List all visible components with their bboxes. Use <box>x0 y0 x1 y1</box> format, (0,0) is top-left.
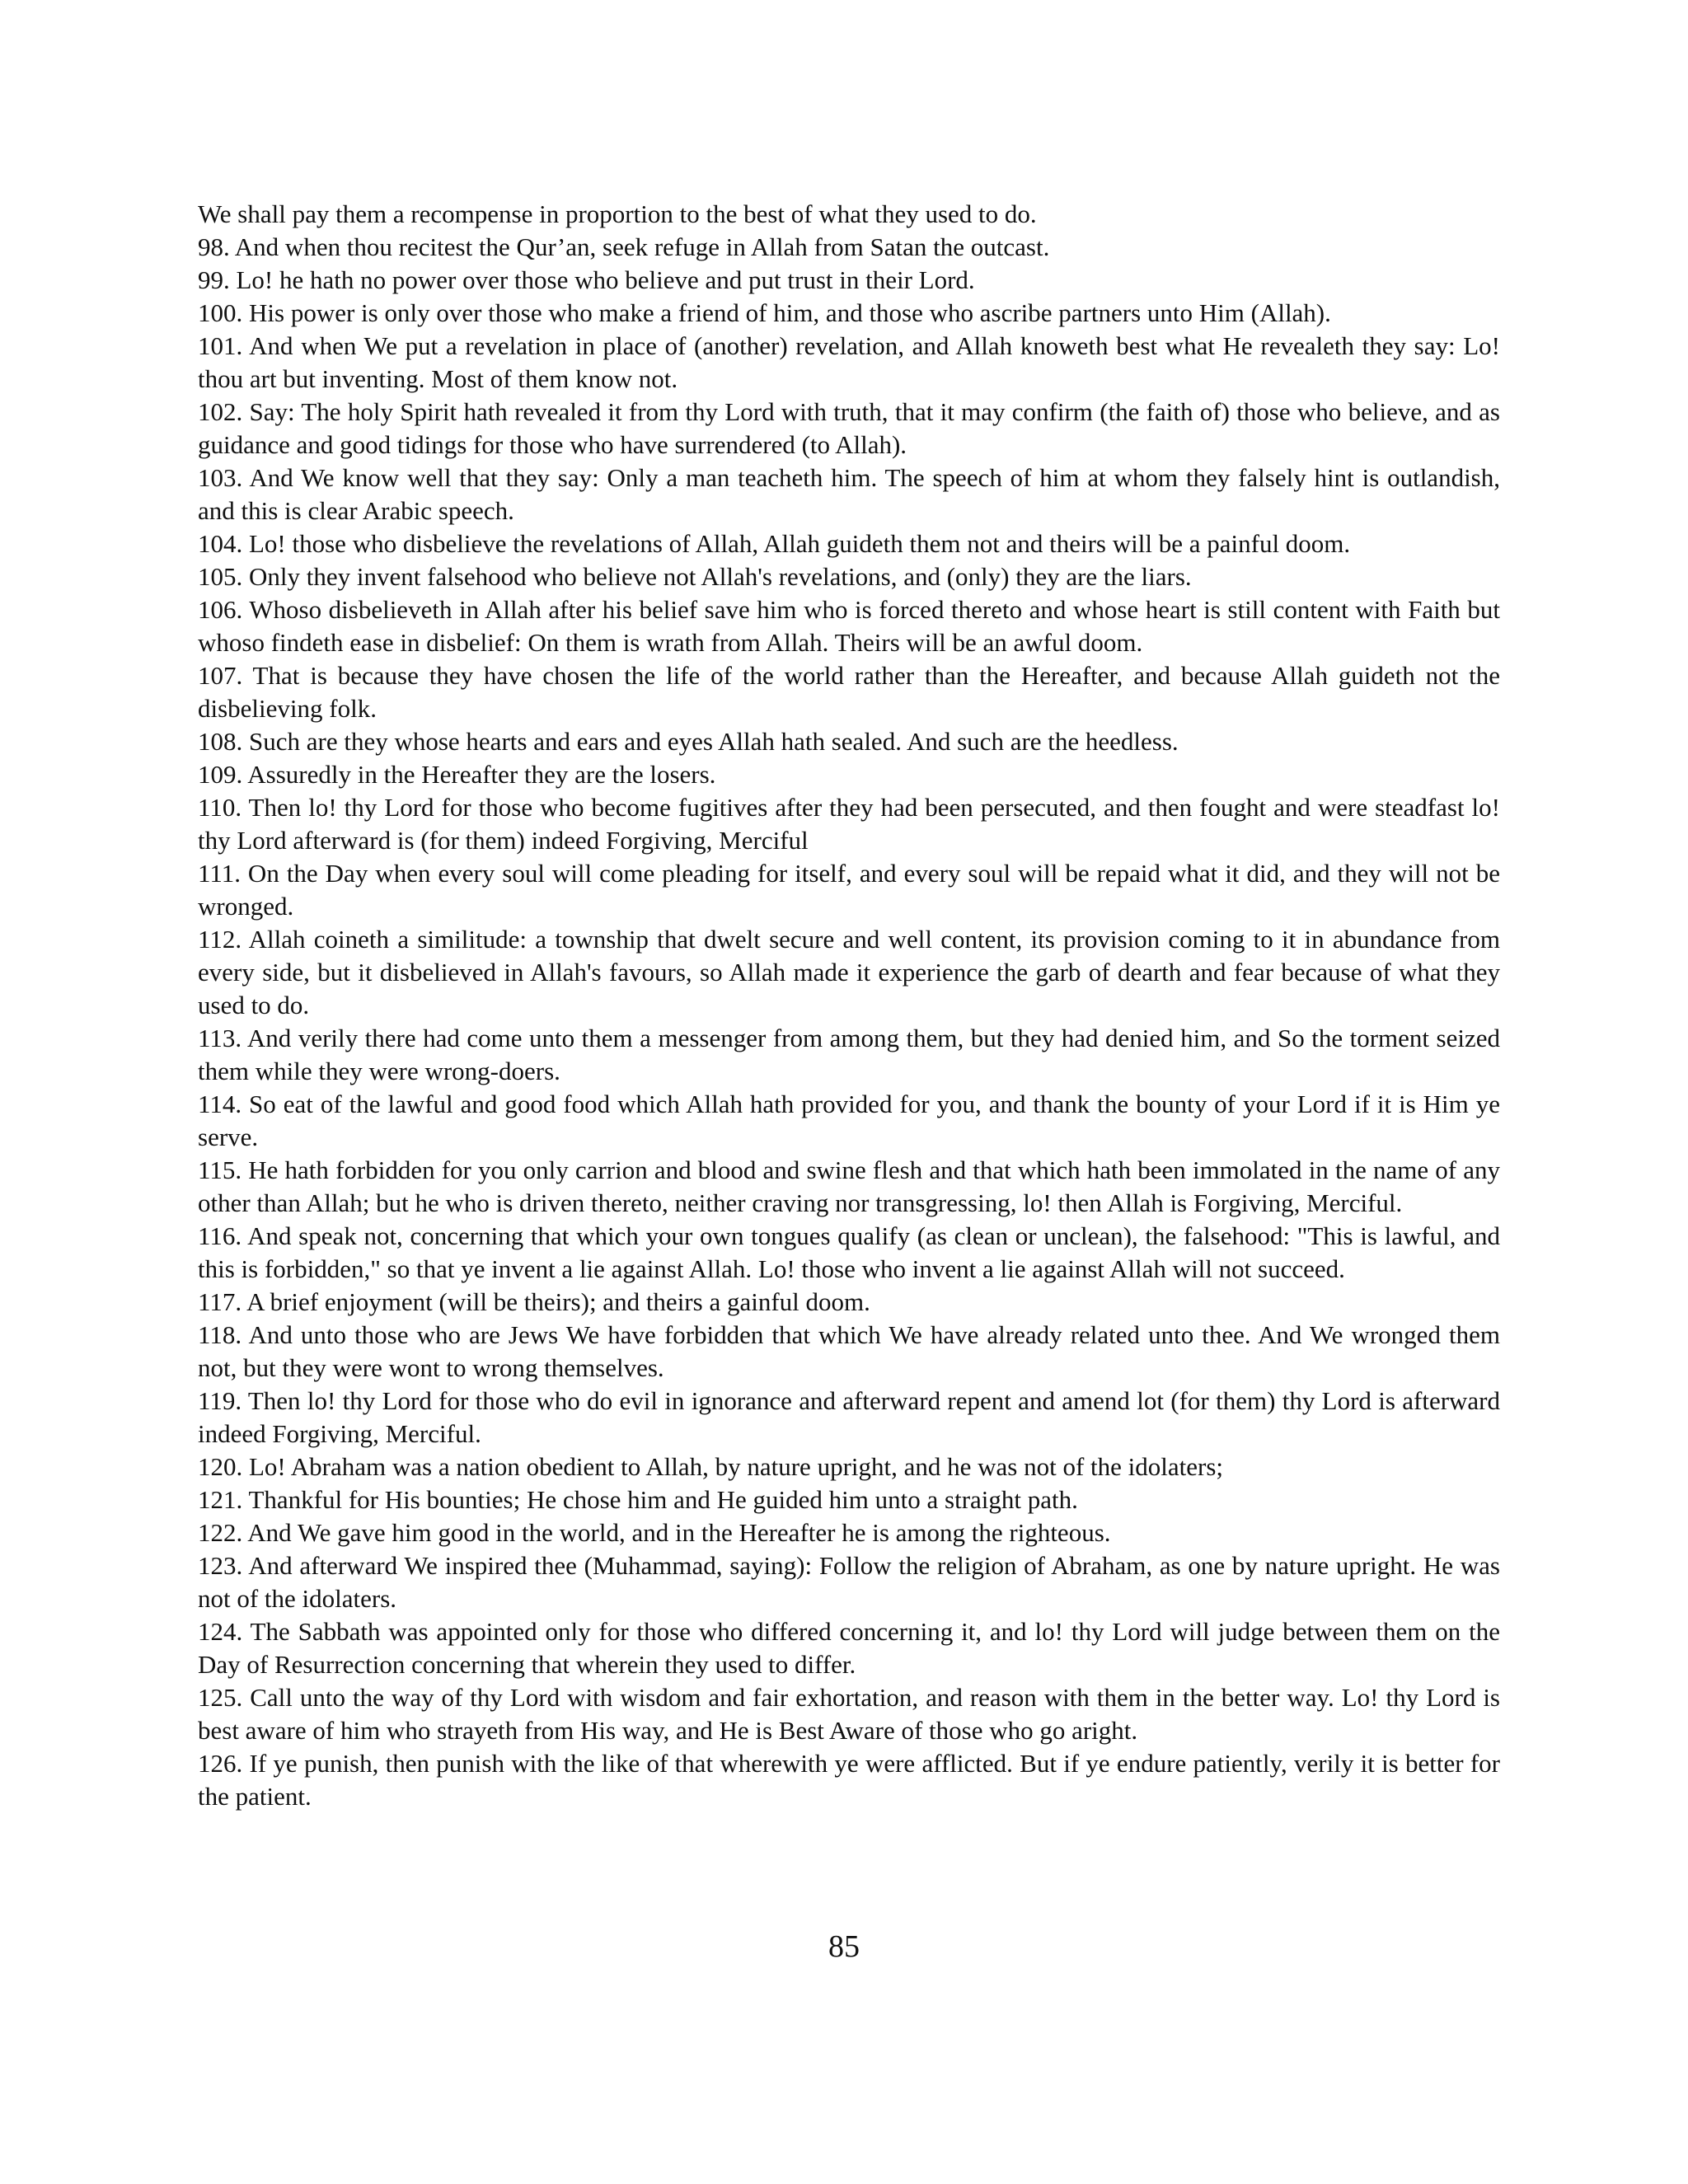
paragraph: 121. Thankful for His bounties; He chose him and He guided him unto a straight path. <box>198 1485 1078 1514</box>
paragraph: 100. His power is only over those who make a friend of him, and those who ascribe partners unto Him (Allah). <box>198 298 1331 327</box>
paragraph: We shall pay them a recompense in proportion to the best of what they used to do. <box>198 199 1037 228</box>
page-number: 85 <box>828 1929 860 1964</box>
paragraph: 104. Lo! those who disbelieve the revelations of Allah, Allah guideth them not and theirs will be a painful doom. <box>198 529 1351 558</box>
paragraph: 105. Only they invent falsehood who believe not Allah's revelations, and (only) they are the liars. <box>198 562 1192 591</box>
body-text <box>198 198 1500 1813</box>
paragraph: 116. And speak not, concerning that which your own tongues qualify (as clean or unclean), the falsehood: "This is lawful, and this is forbidden," so that ye invent a lie against Allah. Lo! those who invent a lie against Allah will not succeed. <box>198 1221 1500 1283</box>
paragraph: 101. And when We put a revelation in place of (another) revelation, and Allah knoweth best what He revealeth they say: Lo! thou art but inventing. Most of them know not. <box>198 331 1500 393</box>
paragraph: 111. On the Day when every soul will come pleading for itself, and every soul will be repaid what it did, and they will not be wronged. <box>198 859 1500 921</box>
paragraph: 113. And verily there had come unto them a messenger from among them, but they had denied him, and So the torment seized them while they were wrong-doers. <box>198 1024 1500 1085</box>
paragraph: 102. Say: The holy Spirit hath revealed it from thy Lord with truth, that it may confirm (the faith of) those who believe, and as guidance and good tidings for those who have surrendered (to Allah). <box>198 397 1500 459</box>
paragraph: 99. Lo! he hath no power over those who believe and put trust in their Lord. <box>198 265 975 294</box>
paragraph: 109. Assuredly in the Hereafter they are the losers. <box>198 760 716 789</box>
paragraph: 112. Allah coineth a similitude: a township that dwelt secure and well content, its provision coming to it in abundance from every side, but it disbelieved in Allah's favours, so Allah made it experience the garb of dearth and fear because of what they used to do. <box>198 925 1500 1019</box>
paragraph: 122. And We gave him good in the world, and in the Hereafter he is among the righteous. <box>198 1518 1111 1547</box>
paragraph: 118. And unto those who are Jews We have forbidden that which We have already related unto thee. And We wronged them not, but they were wont to wrong themselves. <box>198 1320 1500 1382</box>
paragraph: 117. A brief enjoyment (will be theirs); and theirs a gainful doom. <box>198 1287 870 1316</box>
paragraph: 115. He hath forbidden for you only carrion and blood and swine flesh and that which hath been immolated in the name of any other than Allah; but he who is driven thereto, neither craving nor transgressing, lo! then Allah is Forgiving, Merciful. <box>198 1155 1500 1217</box>
paragraph: 108. Such are they whose hearts and ears and eyes Allah hath sealed. And such are the heedless. <box>198 727 1179 756</box>
paragraph: 124. The Sabbath was appointed only for those who differed concerning it, and lo! thy Lord will judge between them on the Day of Resurrection concerning that wherein they used to differ. <box>198 1617 1500 1679</box>
paragraph: 98. And when thou recitest the Qur’an, seek refuge in Allah from Satan the outcast. <box>198 232 1050 261</box>
paragraph: 123. And afterward We inspired thee (Muhammad, saying): Follow the religion of Abraham, as one by nature upright. He was not of the idolaters. <box>198 1551 1500 1613</box>
paragraph: 106. Whoso disbelieveth in Allah after his belief save him who is forced thereto and whose heart is still content with Faith but whoso findeth ease in disbelief: On them is wrath from Allah. Theirs will be an awful doom. <box>198 595 1500 657</box>
paragraph: 119. Then lo! thy Lord for those who do evil in ignorance and afterward repent and amend lot (for them) thy Lord is afterward indeed Forgiving, Merciful. <box>198 1386 1500 1448</box>
paragraph: 107. That is because they have chosen the life of the world rather than the Hereafter, and because Allah guideth not the disbelieving folk. <box>198 661 1500 723</box>
paragraph: 126. If ye punish, then punish with the like of that wherewith ye were afflicted. But if ye endure patiently, verily it is better for the patient. <box>198 1749 1500 1811</box>
paragraph: 125. Call unto the way of thy Lord with wisdom and fair exhortation, and reason with them in the better way. Lo! thy Lord is best aware of him who strayeth from His way, and He is Best Aware of those who go aright. <box>198 1683 1500 1745</box>
paragraph: 110. Then lo! thy Lord for those who become fugitives after they had been persecuted, and then fought and were steadfast lo! thy Lord afterward is (for them) indeed Forgiving, Merciful <box>198 793 1500 855</box>
paragraph: 103. And We know well that they say: Only a man teacheth him. The speech of him at whom they falsely hint is outlandish, and this is clear Arabic speech. <box>198 463 1500 525</box>
paragraph: 120. Lo! Abraham was a nation obedient to Allah, by nature upright, and he was not of the idolaters; <box>198 1452 1224 1481</box>
paragraph: 114. So eat of the lawful and good food which Allah hath provided for you, and thank the bounty of your Lord if it is Him ye serve. <box>198 1090 1500 1151</box>
